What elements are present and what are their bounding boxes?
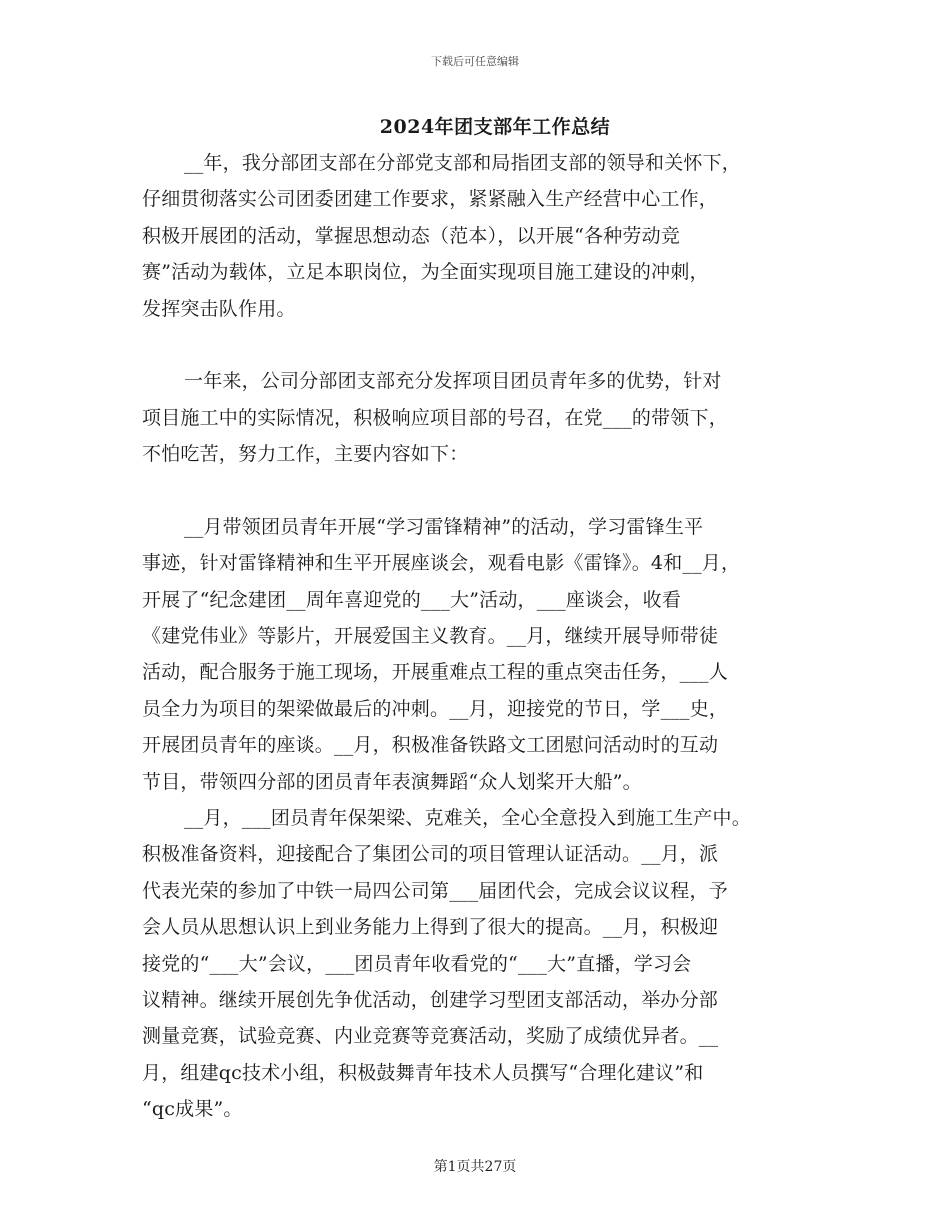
- paragraph-gap: [142, 327, 832, 363]
- body-text-line: __年，我分部团支部在分部党支部和局指团支部的领导和关怀下，: [184, 152, 742, 174]
- body-text-line: 赛”活动为载体，立足本职岗位，为全面实现项目施工建设的冲刺，: [142, 261, 709, 284]
- body-text-line: 不怕吃苦，努力工作，主要内容如下：: [142, 443, 469, 466]
- body-text-line: 事迹，针对雷锋精神和生平开展座谈会，观看电影《雷锋》。4和__月，: [142, 552, 741, 575]
- body-text-line: 接党的“___大”会议，___团员青年收看党的“___大”直播，学习会: [142, 952, 692, 975]
- body-text-line: 仔细贯彻落实公司团委团建工作要求，紧紧融入生产经营中心工作，: [142, 188, 719, 211]
- body-text-line: 测量竞赛，试验竞赛、内业竞赛等竞赛活动，奖励了成绩优异者。__: [142, 1025, 719, 1048]
- body-text-line: “qc成果”。: [142, 1098, 243, 1121]
- document-title: 2024年团支部年工作总结: [379, 116, 611, 138]
- body-text-line: __月，___团员青年保架梁、克难关，全心全意投入到施工生产中。: [184, 807, 751, 830]
- body-text-line: 节目，带领四分部的团员青年表演舞蹈“众人划桨开大船”。: [142, 770, 642, 793]
- body-text-line: 代表光荣的参加了中铁一局四公司第___届团代会，完成会议议程，予: [142, 879, 728, 902]
- body-text-line: 积极准备资料，迎接配合了集团公司的项目管理认证活动。__月，派: [142, 843, 719, 866]
- body-text-line: 活动，配合服务于施工现场，开展重难点工程的重点突击任务，___人: [142, 661, 728, 684]
- body-text-line: 员全力为项目的架梁做最后的冲刺。__月，迎接党的节日，学___史，: [142, 697, 729, 720]
- body-text-line: 一年来，公司分部团支部充分发挥项目团员青年多的优势，针对: [184, 370, 722, 393]
- body-text-line: 开展了“纪念建团__周年喜迎党的___大”活动，___座谈会，收看: [142, 588, 682, 611]
- document-body: [142, 145, 832, 1128]
- body-text-line: 议精神。继续开展创先争优活动，创建学习型团支部活动，举办分部: [142, 988, 719, 1011]
- body-text-line: 月，组建qc技术小组，积极鼓舞青年技术人员撰写“合理化建议”和: [142, 1061, 704, 1084]
- body-text-line: 项目施工中的实际情况，积极响应项目部的号召，在党___的带领下，: [142, 406, 728, 429]
- body-text-line: 积极开展团的活动，掌握思想动态（范本），以开展“各种劳动竞: [142, 224, 681, 247]
- paragraph-gap: [142, 473, 832, 509]
- body-text-line: 发挥突击队作用。: [142, 297, 296, 320]
- page-header-note: 下载后可任意编辑: [431, 55, 519, 68]
- body-text-line: 会人员从思想认识上到业务能力上得到了很大的提高。__月，积极迎: [142, 916, 719, 939]
- body-text-line: 《建党伟业》等影片，开展爱国主义教育。__月，继续开展导师带徒: [142, 625, 719, 648]
- page-number-footer: 第1页共27页: [433, 1159, 517, 1175]
- body-text-line: 开展团员青年的座谈。__月，积极准备铁路文工团慰问活动时的互动: [142, 734, 719, 757]
- body-text-line: __月带领团员青年开展“学习雷锋精神”的活动，学习雷锋生平: [184, 515, 704, 538]
